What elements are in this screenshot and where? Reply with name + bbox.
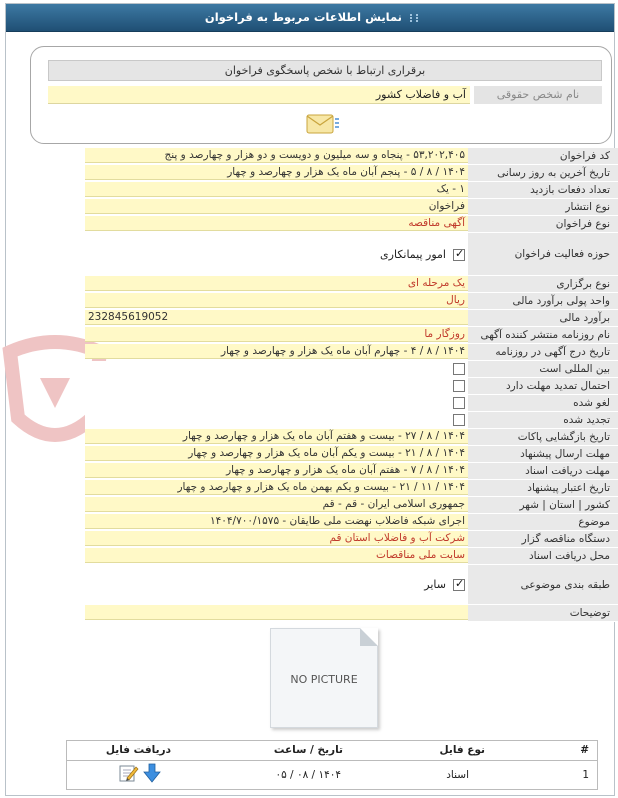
field-value: ۵۳,۲۰۲,۴۰۵ - پنجاه و سه میلیون و دویست و دو هزار و چهارصد و پنج [85,148,468,163]
page-header [6,4,614,32]
field-value [85,361,468,378]
field-row [0,429,618,446]
field-row [0,565,618,605]
field-value: ۱۴۰۴ / ۸ / ۲۱ - بیست و یکم آبان ماه یک هزار و چهارصد و چهار [85,446,468,461]
checkbox[interactable] [453,579,465,591]
grip-icon [410,14,418,22]
field-row [0,165,618,182]
field-label: تجدید شده [468,412,618,429]
field-row [0,293,618,310]
field-value: شرکت آب و فاضلاب استان قم [85,531,468,546]
field-row [0,344,618,361]
file-type: اسناد [446,769,469,781]
field-value: ریال [85,293,468,308]
field-label: دستگاه مناقصه گزار [468,531,618,548]
field-label: توضیحات [468,605,618,622]
field-row [0,310,618,327]
download-icon[interactable] [143,763,161,783]
field-label: مهلت دریافت اسناد [468,463,618,480]
file-date: ۱۴۰۴ / ۰۸ / ۰۵ [275,769,341,781]
field-value: ۱۴۰۴ / ۸ / ۵ - پنجم آبان ماه یک هزار و چهارصد و چهار [85,165,468,180]
field-row [0,446,618,463]
field-label: تاریخ اعتبار پیشنهاد [468,480,618,497]
checkbox-label: سایر [424,578,446,591]
field-label: نوع برگزاری [468,276,618,293]
field-value [85,605,468,620]
field-value: ۱۴۰۴ / ۸ / ۲۷ - بیست و هفتم آبان ماه یک هزار و چهارصد و چهار [85,429,468,444]
field-row [0,276,618,293]
field-label: نوع انتشار [468,199,618,216]
checkbox[interactable] [453,363,465,375]
file-number: 1 [582,769,589,781]
field-row [0,361,618,378]
field-value [85,412,468,429]
field-value: جمهوری اسلامی ایران - قم - قم [85,497,468,512]
field-value: روزگار ما [85,327,468,342]
field-label: کشور | استان | شهر [468,497,618,514]
field-label: احتمال تمدید مهلت دارد [468,378,618,395]
legal-person-value: آب و فاضلاب کشور [48,86,470,104]
field-value: اجرای شبکه فاضلاب نهضت ملی طایقان - ۱۴۰۴/۷۰۰/۱۵۷۵ [85,514,468,529]
field-label: واحد پولی برآورد مالی [468,293,618,310]
page-title: نمایش اطلاعات مربوط به فراخوان [204,10,402,24]
field-label: طبقه بندی موضوعی [468,565,618,605]
field-value: آگهی مناقصه [85,216,468,231]
field-label: تعداد دفعات بازدید [468,182,618,199]
no-picture-text: NO PICTURE [290,673,358,686]
field-label: برآورد مالی [468,310,618,327]
field-row [0,395,618,412]
legal-person-label: نام شخص حقوقی [474,86,602,104]
contact-title-button[interactable]: برقراری ارتباط با شخص پاسخگوی فراخوان [48,60,602,81]
field-value: سایت ملی مناقصات [85,548,468,563]
files-header [67,741,597,761]
checkbox[interactable] [453,414,465,426]
files-table [66,740,598,790]
field-label: موضوع [468,514,618,531]
field-row [0,378,618,395]
field-row [0,233,618,276]
field-label: تاریخ آخرین به روز رسانی [468,165,618,182]
col-file-type: نوع فایل [439,744,485,756]
checkbox[interactable] [453,380,465,392]
field-value: فراخوان [85,199,468,214]
field-label: کد فراخوان [468,148,618,165]
field-value [85,565,468,605]
field-row [0,605,618,622]
field-label: نام روزنامه منتشر کننده آگهی [468,327,618,344]
field-value: یک مرحله ای [85,276,468,291]
field-label: محل دریافت اسناد [468,548,618,565]
field-row [0,497,618,514]
table-row [67,761,597,789]
no-picture-image [270,628,378,728]
col-download: دریافت فایل [105,744,171,756]
col-number: # [580,744,589,756]
field-row [0,327,618,344]
edit-icon[interactable] [119,763,139,783]
field-label: مهلت ارسال پیشنهاد [468,446,618,463]
field-label: تاریخ درج آگهی در روزنامه [468,344,618,361]
field-label: حوزه فعالیت فراخوان [468,233,618,276]
field-value [85,233,468,276]
field-value [85,378,468,395]
field-value: ۱۴۰۴ / ۱۱ / ۲۱ - بیست و یکم بهمن ماه یک هزار و چهارصد و چهار [85,480,468,495]
field-row [0,182,618,199]
col-date-time: تاریخ / ساعت [273,744,343,756]
field-value: ۱ - یک [85,182,468,197]
field-value: ۱۴۰۴ / ۸ / ۷ - هفتم آبان ماه یک هزار و چهارصد و چهار [85,463,468,478]
envelope-icon[interactable] [306,112,340,136]
field-value [85,395,468,412]
checkbox[interactable] [453,249,465,261]
field-row [0,514,618,531]
field-row [0,199,618,216]
field-row [0,463,618,480]
field-value: ۱۴۰۴ / ۸ / ۴ - چهارم آبان ماه یک هزار و چهارصد و چهار [85,344,468,359]
field-value: 232845619052 [85,310,468,325]
field-row [0,216,618,233]
field-label: نوع فراخوان [468,216,618,233]
field-row [0,531,618,548]
checkbox[interactable] [453,397,465,409]
field-label: تاریخ بازگشایی پاکات [468,429,618,446]
field-row [0,480,618,497]
field-label: بین المللی است [468,361,618,378]
legal-person-row [48,86,602,104]
field-row [0,148,618,165]
field-row [0,548,618,565]
field-row [0,412,618,429]
checkbox-label: امور پیمانکاری [380,247,446,261]
field-label: لغو شده [468,395,618,412]
